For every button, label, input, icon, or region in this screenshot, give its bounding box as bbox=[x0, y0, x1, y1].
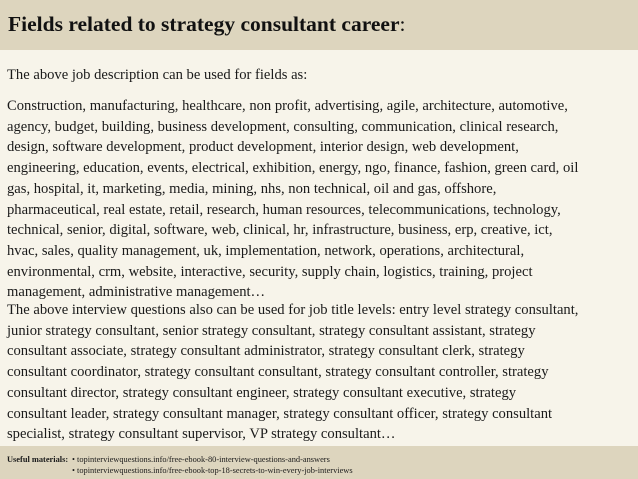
fields-line: agency, budget, building, business development, consulting, communication, clinical research, bbox=[7, 118, 559, 135]
fields-line: technical, senior, digital, software, web, clinical, hr, infrastructure, business, erp, creative, ict, bbox=[7, 222, 553, 239]
intro-text: The above job description can be used for fields as: bbox=[7, 67, 308, 83]
footer-link[interactable]: • topinterviewquestions.info/free-ebook-top-18-secrets-to-win-every-job-interviews bbox=[72, 466, 353, 475]
levels-line: junior strategy consultant, senior strategy consultant, strategy consultant assistant, strategy bbox=[7, 322, 536, 339]
levels-line: consultant associate, strategy consultant administrator, strategy consultant clerk, strategy bbox=[7, 343, 525, 360]
job-levels-paragraph bbox=[7, 300, 631, 445]
footer-bar bbox=[0, 446, 638, 479]
levels-line: specialist, strategy consultant supervisor, VP strategy consultant… bbox=[7, 426, 396, 443]
fields-line: environmental, crm, website, interactive, security, supply chain, logistics, training, project bbox=[7, 263, 533, 280]
fields-line: hvac, sales, quality management, uk, implementation, network, operations, architectural, bbox=[7, 242, 525, 259]
levels-line: consultant coordinator, strategy consultant consultant, strategy consultant controller, strategy bbox=[7, 364, 549, 381]
fields-line: Construction, manufacturing, healthcare, non profit, advertising, agile, architecture, automotive, bbox=[7, 98, 568, 114]
levels-line: consultant director, strategy consultant engineer, strategy consultant executive, strategy bbox=[7, 384, 517, 401]
title-bar bbox=[0, 0, 638, 50]
slide-title-colon: : bbox=[399, 12, 406, 36]
slide-title bbox=[8, 11, 405, 37]
fields-line: management, administrative management… bbox=[7, 284, 266, 301]
fields-line: design, software development, product development, interior design, web development, bbox=[7, 139, 519, 156]
fields-paragraph bbox=[7, 96, 631, 303]
fields-line: pharmaceutical, real estate, retail, research, human resources, telecommunications, technology, bbox=[7, 201, 561, 218]
slide-title-text: Fields related to strategy consultant career bbox=[8, 12, 400, 36]
footer-label: Useful materials: bbox=[7, 455, 69, 464]
footer-link[interactable]: • topinterviewquestions.info/free-ebook-80-interview-questions-and-answers bbox=[72, 455, 330, 464]
slide-content bbox=[0, 50, 638, 446]
levels-line: consultant leader, strategy consultant manager, strategy consultant officer, strategy consultant bbox=[7, 405, 553, 422]
fields-line: gas, hospital, it, marketing, media, mining, nhs, non technical, oil and gas, offshore, bbox=[7, 180, 497, 197]
levels-line: The above interview questions also can be used for job title levels: entry level strategy consultant, bbox=[7, 302, 579, 318]
fields-line: engineering, education, events, electrical, exhibition, energy, ngo, finance, fashion, green card, oil bbox=[7, 160, 579, 177]
